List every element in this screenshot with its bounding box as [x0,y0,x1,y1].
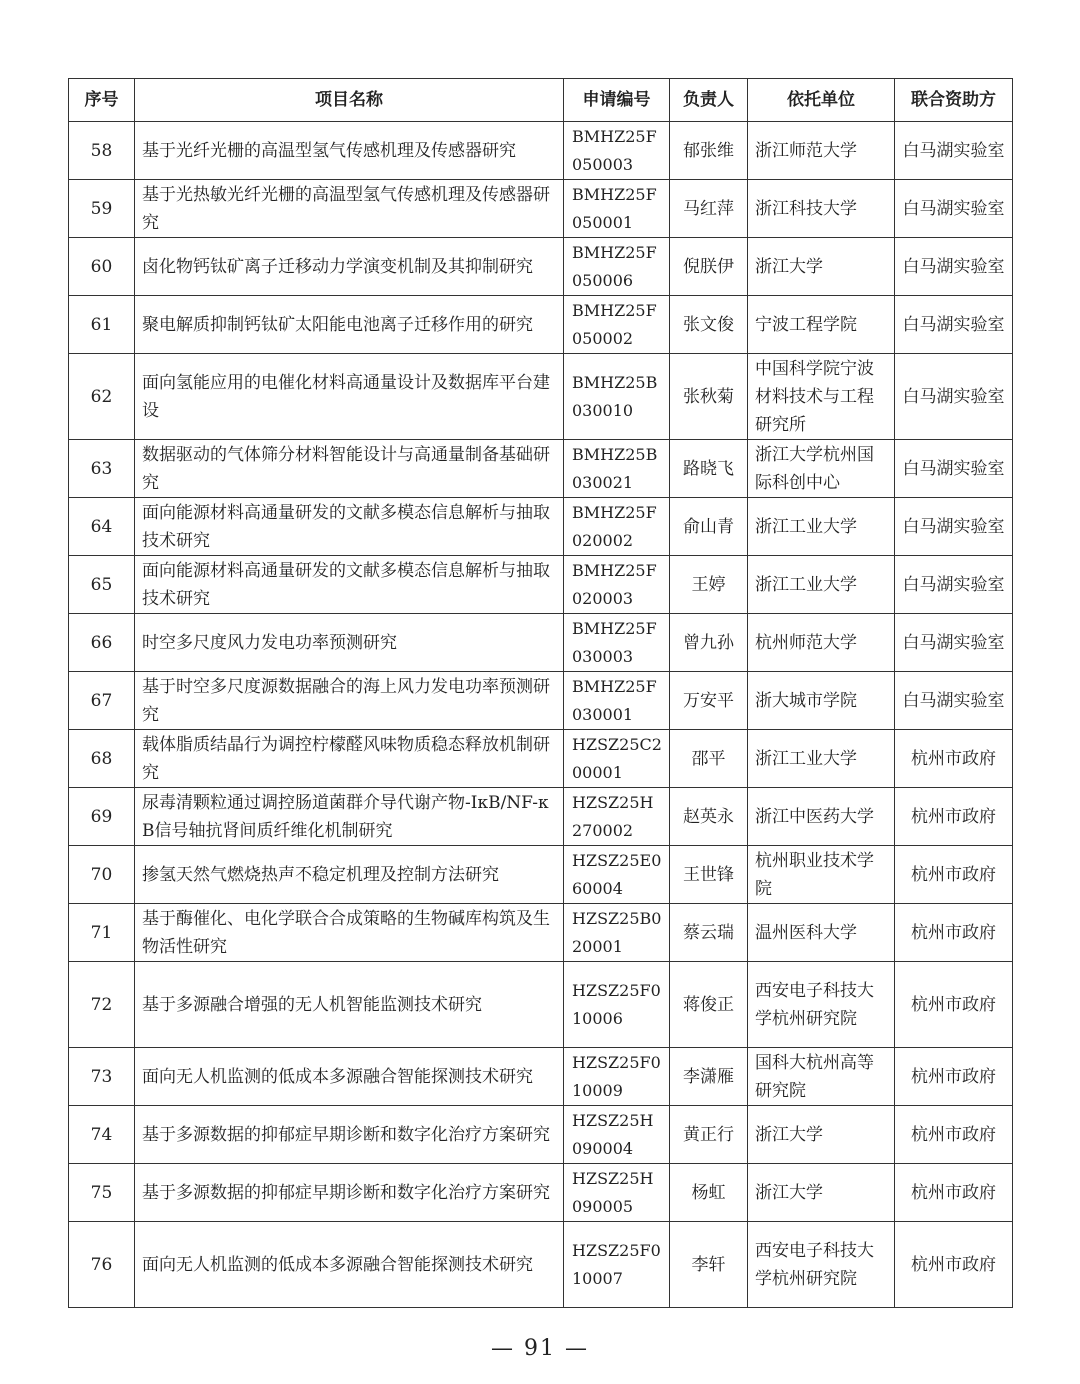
cell-co-funder: 杭州市政府 [895,1048,1013,1106]
cell-seq: 71 [69,904,135,962]
cell-seq: 66 [69,614,135,672]
cell-leader: 邵平 [670,730,748,788]
cell-seq: 68 [69,730,135,788]
cell-leader: 杨虹 [670,1164,748,1222]
table-body [69,122,1013,1308]
table-header-row [69,79,1013,122]
cell-leader: 万安平 [670,672,748,730]
table-row [69,614,1013,672]
cell-co-funder: 白马湖实验室 [895,296,1013,354]
cell-application-code: HZSZ25H090004 [564,1106,670,1164]
cell-project-name: 基于时空多尺度源数据融合的海上风力发电功率预测研究 [135,672,564,730]
cell-application-code: BMHZ25F030001 [564,672,670,730]
cell-leader: 曾九孙 [670,614,748,672]
cell-leader: 倪朕伊 [670,238,748,296]
table-row [69,440,1013,498]
cell-host-unit: 浙江大学 [748,1164,895,1222]
cell-leader: 黄正行 [670,1106,748,1164]
cell-application-code: HZSZ25F010007 [564,1222,670,1308]
cell-co-funder: 杭州市政府 [895,846,1013,904]
header-leader: 负责人 [670,79,748,122]
table-row [69,1222,1013,1308]
table-row [69,1164,1013,1222]
table-row [69,180,1013,238]
cell-application-code: BMHZ25F050003 [564,122,670,180]
cell-application-code: BMHZ25F020003 [564,556,670,614]
cell-co-funder: 杭州市政府 [895,1222,1013,1308]
cell-co-funder: 杭州市政府 [895,730,1013,788]
cell-host-unit: 杭州师范大学 [748,614,895,672]
table-row [69,672,1013,730]
header-seq: 序号 [69,79,135,122]
cell-leader: 俞山青 [670,498,748,556]
cell-application-code: HZSZ25H090005 [564,1164,670,1222]
cell-co-funder: 白马湖实验室 [895,556,1013,614]
cell-host-unit: 宁波工程学院 [748,296,895,354]
cell-host-unit: 浙江工业大学 [748,730,895,788]
cell-project-name: 基于光热敏光纤光栅的高温型氢气传感机理及传感器研究 [135,180,564,238]
table-row [69,1106,1013,1164]
cell-host-unit: 浙大城市学院 [748,672,895,730]
cell-host-unit: 浙江大学 [748,1106,895,1164]
cell-application-code: HZSZ25B020001 [564,904,670,962]
table-row [69,1048,1013,1106]
table-row [69,296,1013,354]
table-row [69,238,1013,296]
cell-co-funder: 白马湖实验室 [895,122,1013,180]
cell-leader: 郁张维 [670,122,748,180]
cell-project-name: 卤化物钙钛矿离子迁移动力学演变机制及其抑制研究 [135,238,564,296]
cell-leader: 蔡云瑞 [670,904,748,962]
cell-leader: 张秋菊 [670,354,748,440]
table-row [69,556,1013,614]
cell-seq: 67 [69,672,135,730]
cell-project-name: 掺氢天然气燃烧热声不稳定机理及控制方法研究 [135,846,564,904]
cell-co-funder: 杭州市政府 [895,788,1013,846]
cell-seq: 61 [69,296,135,354]
cell-seq: 58 [69,122,135,180]
cell-host-unit: 杭州职业技术学院 [748,846,895,904]
cell-co-funder: 白马湖实验室 [895,354,1013,440]
table-row [69,846,1013,904]
cell-project-name: 面向无人机监测的低成本多源融合智能探测技术研究 [135,1048,564,1106]
cell-project-name: 面向无人机监测的低成本多源融合智能探测技术研究 [135,1222,564,1308]
cell-co-funder: 白马湖实验室 [895,614,1013,672]
cell-project-name: 基于光纤光栅的高温型氢气传感机理及传感器研究 [135,122,564,180]
cell-project-name: 基于多源数据的抑郁症早期诊断和数字化治疗方案研究 [135,1106,564,1164]
cell-host-unit: 浙江工业大学 [748,556,895,614]
cell-co-funder: 杭州市政府 [895,904,1013,962]
cell-seq: 60 [69,238,135,296]
project-table-container [68,78,1012,1308]
cell-host-unit: 西安电子科技大学杭州研究院 [748,962,895,1048]
cell-application-code: HZSZ25F010009 [564,1048,670,1106]
cell-seq: 74 [69,1106,135,1164]
cell-application-code: BMHZ25F050001 [564,180,670,238]
cell-application-code: BMHZ25F050002 [564,296,670,354]
cell-host-unit: 浙江科技大学 [748,180,895,238]
table-row [69,904,1013,962]
cell-co-funder: 杭州市政府 [895,1106,1013,1164]
header-host-unit: 依托单位 [748,79,895,122]
table-row [69,354,1013,440]
cell-host-unit: 浙江工业大学 [748,498,895,556]
cell-application-code: BMHZ25F030003 [564,614,670,672]
cell-seq: 62 [69,354,135,440]
cell-project-name: 面向氢能应用的电催化材料高通量设计及数据库平台建设 [135,354,564,440]
cell-host-unit: 浙江大学 [748,238,895,296]
cell-application-code: HZSZ25F010006 [564,962,670,1048]
cell-co-funder: 杭州市政府 [895,1164,1013,1222]
cell-project-name: 载体脂质结晶行为调控柠檬醛风味物质稳态释放机制研究 [135,730,564,788]
cell-application-code: HZSZ25H270002 [564,788,670,846]
table-row [69,498,1013,556]
cell-leader: 李潇雁 [670,1048,748,1106]
cell-leader: 赵英永 [670,788,748,846]
cell-project-name: 尿毒清颗粒通过调控肠道菌群介导代谢产物-IκB/NF-κB信号轴抗肾间质纤维化机制研究 [135,788,564,846]
cell-host-unit: 浙江大学杭州国际科创中心 [748,440,895,498]
cell-seq: 65 [69,556,135,614]
cell-co-funder: 白马湖实验室 [895,672,1013,730]
cell-seq: 76 [69,1222,135,1308]
cell-seq: 75 [69,1164,135,1222]
cell-leader: 王世锋 [670,846,748,904]
cell-host-unit: 温州医科大学 [748,904,895,962]
table-row [69,122,1013,180]
cell-host-unit: 中国科学院宁波材料技术与工程研究所 [748,354,895,440]
cell-seq: 63 [69,440,135,498]
project-table [68,78,1013,1308]
cell-seq: 59 [69,180,135,238]
cell-application-code: BMHZ25B030021 [564,440,670,498]
cell-seq: 73 [69,1048,135,1106]
header-project-name: 项目名称 [135,79,564,122]
cell-project-name: 聚电解质抑制钙钛矿太阳能电池离子迁移作用的研究 [135,296,564,354]
table-row [69,962,1013,1048]
cell-host-unit: 西安电子科技大学杭州研究院 [748,1222,895,1308]
cell-host-unit: 浙江中医药大学 [748,788,895,846]
cell-application-code: BMHZ25B030010 [564,354,670,440]
cell-host-unit: 浙江师范大学 [748,122,895,180]
cell-seq: 64 [69,498,135,556]
cell-project-name: 基于多源数据的抑郁症早期诊断和数字化治疗方案研究 [135,1164,564,1222]
cell-co-funder: 白马湖实验室 [895,440,1013,498]
cell-leader: 王婷 [670,556,748,614]
cell-leader: 马红萍 [670,180,748,238]
cell-leader: 张文俊 [670,296,748,354]
page-number: — 91 — [491,1336,589,1361]
cell-project-name: 基于酶催化、电化学联合合成策略的生物碱库构筑及生物活性研究 [135,904,564,962]
cell-seq: 72 [69,962,135,1048]
cell-project-name: 时空多尺度风力发电功率预测研究 [135,614,564,672]
header-co-funder: 联合资助方 [895,79,1013,122]
cell-co-funder: 白马湖实验室 [895,238,1013,296]
cell-application-code: HZSZ25C200001 [564,730,670,788]
cell-project-name: 面向能源材料高通量研发的文献多模态信息解析与抽取技术研究 [135,556,564,614]
cell-leader: 蒋俊正 [670,962,748,1048]
cell-project-name: 数据驱动的气体筛分材料智能设计与高通量制备基础研究 [135,440,564,498]
cell-co-funder: 杭州市政府 [895,962,1013,1048]
cell-co-funder: 白马湖实验室 [895,498,1013,556]
cell-application-code: BMHZ25F050006 [564,238,670,296]
cell-project-name: 基于多源融合增强的无人机智能监测技术研究 [135,962,564,1048]
cell-leader: 路晓飞 [670,440,748,498]
cell-application-code: HZSZ25E060004 [564,846,670,904]
table-row [69,788,1013,846]
cell-leader: 李轩 [670,1222,748,1308]
cell-co-funder: 白马湖实验室 [895,180,1013,238]
cell-seq: 70 [69,846,135,904]
cell-host-unit: 国科大杭州高等研究院 [748,1048,895,1106]
cell-seq: 69 [69,788,135,846]
header-application-code: 申请编号 [564,79,670,122]
cell-project-name: 面向能源材料高通量研发的文献多模态信息解析与抽取技术研究 [135,498,564,556]
table-row [69,730,1013,788]
cell-application-code: BMHZ25F020002 [564,498,670,556]
